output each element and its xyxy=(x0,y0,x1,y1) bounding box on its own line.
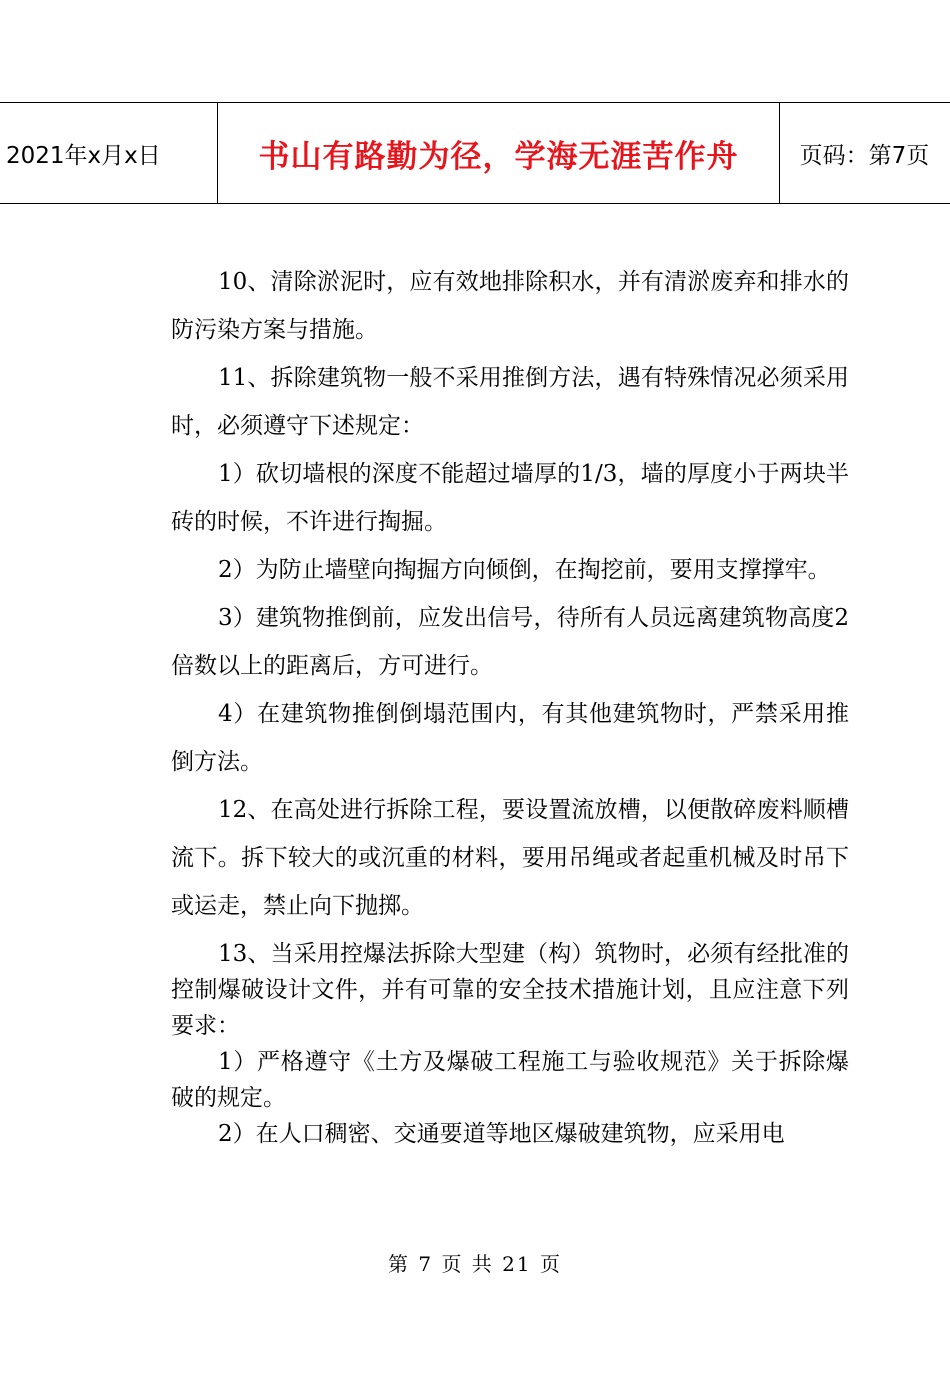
document-body xyxy=(171,258,849,1152)
paragraph-11-item-3: 3）建筑物推倒前，应发出信号，待所有人员远离建筑物高度2倍数以上的距离后，方可进行。 xyxy=(171,605,849,679)
paragraph-10: 10、清除淤泥时，应有效地排除积水，并有清淤废弃和排水的防污染方案与措施。 xyxy=(171,269,849,343)
page-footer: 第 7 页 共 21 页 xyxy=(388,1252,562,1276)
header-motto: 书山有路勤为径，学海无涯苦作舟 xyxy=(218,103,780,203)
paragraph-11-item-1: 1）砍切墙根的深度不能超过墙厚的1/3，墙的厚度小于两块半砖的时候，不许进行掏掘。 xyxy=(171,461,849,535)
paragraph-12: 12、在高处进行拆除工程，要设置流放槽，以便散碎废料顺槽流下。拆下较大的或沉重的材料，要用吊绳或者起重机械及时吊下或运走，禁止向下抛掷。 xyxy=(171,797,849,919)
page-header xyxy=(0,102,950,204)
header-date: 2021年x月x日 xyxy=(0,103,218,203)
paragraph-13: 13、当采用控爆法拆除大型建（构）筑物时，必须有经批准的控制爆破设计文件，并有可靠的安全技术措施计划，且应注意下列要求： xyxy=(171,941,849,1039)
header-page-number: 页码：第7页 xyxy=(799,142,930,169)
paragraph-11-item-2: 2）为防止墙壁向掏掘方向倾倒，在掏挖前，要用支撑撑牢。 xyxy=(218,557,831,583)
paragraph-13-item-2: 2）在人口稠密、交通要道等地区爆破建筑物，应采用电 xyxy=(218,1121,785,1147)
paragraph-13-item-1: 1）严格遵守《土方及爆破工程施工与验收规范》关于拆除爆破的规定。 xyxy=(171,1049,849,1111)
paragraph-11-item-4: 4）在建筑物推倒倒塌范围内，有其他建筑物时，严禁采用推倒方法。 xyxy=(171,701,849,775)
paragraph-11: 11、拆除建筑物一般不采用推倒方法，遇有特殊情况必须采用时，必须遵守下述规定： xyxy=(171,365,849,439)
